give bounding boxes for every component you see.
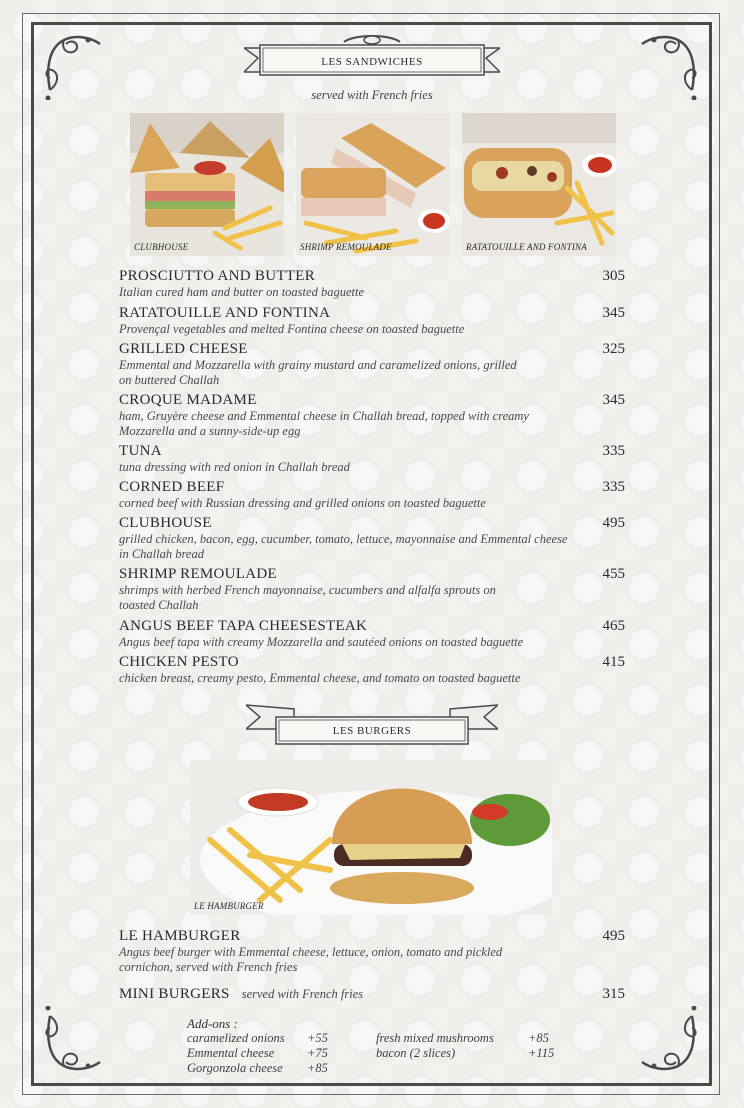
menu-item	[119, 443, 625, 475]
menu-item-name: ANGUS BEEF TAPA CHEESESTEAK	[119, 618, 368, 634]
menu-item-description: ham, Gruyère cheese and Emmental cheese in Challah bread, topped with creamy Mozzarella and a sunny-side-up egg	[119, 409, 529, 438]
menu-item-price: 315	[602, 986, 625, 1002]
menu-item-name: RATATOUILLE AND FONTINA	[119, 305, 331, 321]
menu-item-name: CHICKEN PESTO	[119, 654, 239, 670]
corner-flourish-bottom-left	[42, 1006, 102, 1076]
menu-item-description: Provençal vegetables and melted Fontina cheese on toasted baguette	[119, 322, 465, 336]
addon-name: Gorgonzola cheese	[187, 1061, 283, 1075]
menu-item-name: TUNA	[119, 443, 162, 459]
menu-item-description: grilled chicken, bacon, egg, cucumber, tomato, lettuce, mayonnaise and Emmental cheese in Challah bread	[119, 532, 568, 561]
ribbon-ornament	[244, 32, 500, 78]
menu-item-note: served with French fries	[241, 987, 364, 1001]
menu-item-price: 345	[602, 305, 625, 321]
menu-item-description: tuna dressing with red onion in Challah bread	[119, 460, 350, 474]
addon-name: Emmental cheese	[187, 1046, 275, 1060]
menu-item-description: chicken breast, creamy pesto, Emmental cheese, and tomato on toasted baguette	[119, 671, 521, 685]
corner-flourish-bottom-right	[640, 1006, 700, 1076]
menu-item-price: 465	[602, 618, 625, 634]
menu-item	[119, 928, 625, 975]
photo-caption-ratatouille-and-fontina: RATATOUILLE AND FONTINA	[466, 242, 587, 252]
sandwiches-section-banner	[244, 32, 500, 78]
menu-item	[119, 305, 625, 337]
addon-price: +85	[307, 1061, 328, 1075]
addon-name: fresh mixed mushrooms	[376, 1031, 494, 1045]
menu-item-description: corned beef with Russian dressing and grilled onions on toasted baguette	[119, 496, 486, 510]
sandwiches-subtitle: served with French fries	[311, 88, 433, 102]
photo-caption-clubhouse: CLUBHOUSE	[134, 242, 189, 252]
addon-price: +75	[307, 1046, 328, 1060]
menu-item-name: LE HAMBURGER	[119, 928, 241, 944]
menu-item	[119, 341, 625, 388]
photo-shrimp-remoulade	[296, 113, 450, 256]
menu-item	[119, 986, 625, 1003]
addon-name: bacon (2 slices)	[376, 1046, 456, 1060]
menu-item-description: Italian cured ham and butter on toasted baguette	[119, 285, 364, 299]
addon-price: +55	[307, 1031, 328, 1045]
menu-item-name: MINI BURGERS	[119, 986, 230, 1002]
photo-caption-shrimp-remoulade: SHRIMP REMOULADE	[300, 242, 392, 252]
photo-le-hamburger	[190, 760, 552, 915]
menu-item	[119, 566, 625, 613]
menu-item	[119, 392, 625, 439]
photo-ratatouille-and-fontina	[462, 113, 616, 256]
menu-item-price: 325	[602, 341, 625, 357]
menu-item	[119, 618, 625, 650]
ribbon-ornament	[246, 703, 498, 745]
addon-price: +115	[528, 1046, 555, 1060]
menu-item-price: 415	[602, 654, 625, 670]
menu-item-price: 345	[602, 392, 625, 408]
menu-item-name: CROQUE MADAME	[119, 392, 257, 408]
sandwiches-banner-label: LES SANDWICHES	[321, 56, 423, 68]
menu-item-price: 335	[602, 443, 625, 459]
menu-item	[119, 654, 625, 686]
addon-price: +85	[528, 1031, 549, 1045]
menu-item-description: Angus beef tapa with creamy Mozzarella and sautéed onions on toasted baguette	[119, 635, 524, 649]
menu-item-name-row	[119, 986, 625, 1003]
burgers-section-banner	[246, 703, 498, 745]
addons-title: Add-ons :	[187, 1016, 238, 1031]
menu-item-price: 495	[602, 515, 625, 531]
addon-name: caramelized onions	[187, 1031, 285, 1045]
menu-item-description: Angus beef burger with Emmental cheese, lettuce, onion, tomato and pickled cornichon, served with French fries	[119, 945, 503, 974]
photo-clubhouse	[130, 113, 284, 256]
menu-item-name: CORNED BEEF	[119, 479, 225, 495]
menu-item-price: 495	[602, 928, 625, 944]
menu-item-price: 455	[602, 566, 625, 582]
menu-item-name: CLUBHOUSE	[119, 515, 212, 531]
menu-item-price: 335	[602, 479, 625, 495]
menu-item	[119, 268, 625, 300]
menu-item-name: GRILLED CHEESE	[119, 341, 248, 357]
menu-item-description: Emmental and Mozzarella with grainy mustard and caramelized onions, grilled on buttered Challah	[119, 358, 517, 387]
menu-item-name: SHRIMP REMOULADE	[119, 566, 278, 582]
menu-item	[119, 479, 625, 511]
photo-caption-le-hamburger: LE HAMBURGER	[194, 901, 264, 911]
menu-item-price: 305	[602, 268, 625, 284]
burgers-banner-label: LES BURGERS	[332, 725, 412, 737]
menu-item-name: PROSCIUTTO AND BUTTER	[119, 268, 316, 284]
menu-item	[119, 515, 625, 562]
menu-item-description: shrimps with herbed French mayonnaise, cucumbers and alfalfa sprouts on toasted Challah	[119, 583, 496, 612]
